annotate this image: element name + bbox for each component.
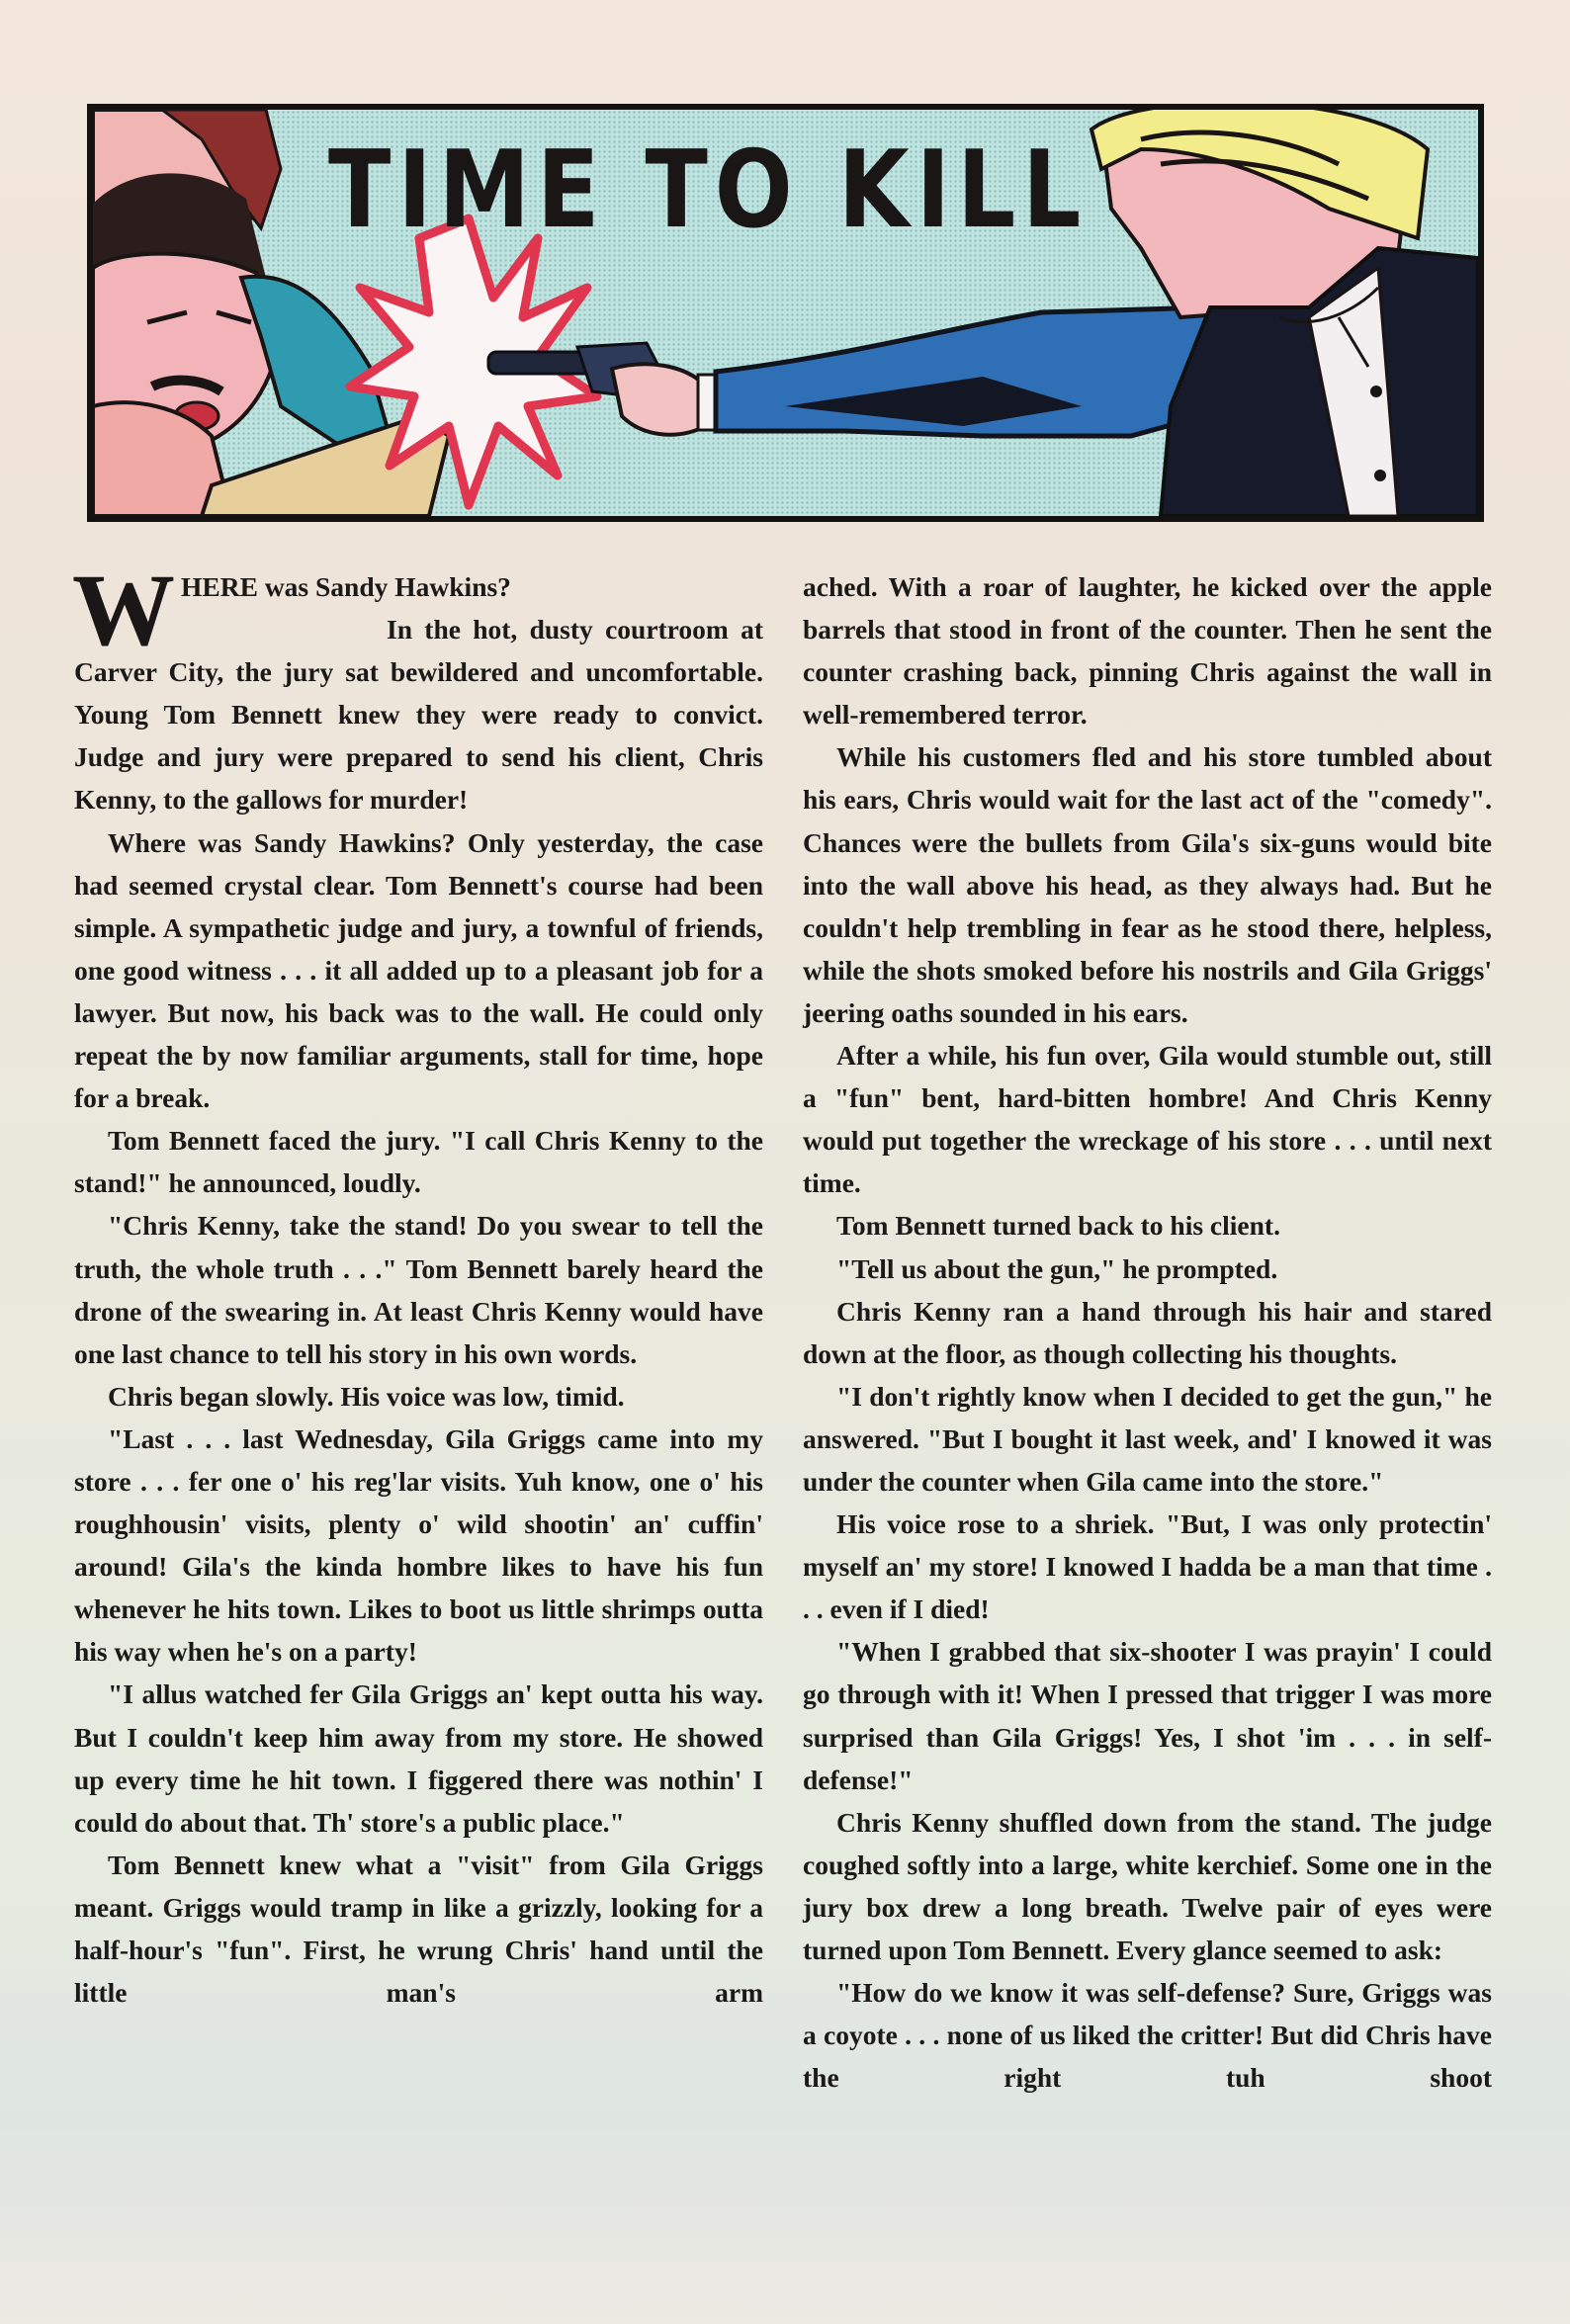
paragraph: Tom Bennett faced the jury. "I call Chris Kenny to the stand!" he announced, loudly.	[74, 1125, 763, 1199]
paragraph: While his customers fled and his store tumbled about his ears, Chris would wait for the last act of the "comedy". Chances were the bullets from Gila's six-guns would bite into the wall above his head, as they always had. But he couldn't help trembling in fear as he stood there, helpless, while the shots smoked before his nostrils and Gila Griggs' jeering oaths sounded in his ears.	[803, 741, 1492, 1028]
paragraph: Tom Bennett knew what a "visit" from Gila Griggs meant. Griggs would tramp in like a grizzly, looking for a half-hour's "fun". First, he wrung Chris' hand until the little man's arm	[74, 1849, 763, 2009]
text-column-left	[72, 554, 763, 2014]
opening-paragraph	[72, 554, 763, 667]
lead-caps: HERE	[181, 571, 258, 602]
paragraph: His voice rose to a shriek. "But, I was only protectin' myself an' my store! I knowed I hadda be a man that time . . . even if I died!	[803, 1508, 1492, 1625]
paragraph: "Chris Kenny, take the stand! Do you swear to tell the truth, the whole truth . . ." Tom Bennett barely heard the drone of the swearing in. At least Chris Kenny would have one last chance to tell his story in his own words.	[74, 1210, 763, 1369]
paragraph: "How do we know it was self-defense? Sure, Griggs was a coyote . . . none of us liked the critter! But did Chris have the right tuh shoot	[803, 1977, 1492, 2094]
paragraph: "When I grabbed that six-shooter I was prayin' I could go through with it! When I pressed that trigger I was more surprised than Gila Griggs! Yes, I shot 'im . . . in self-defense!"	[803, 1636, 1492, 1795]
paragraph: Where was Sandy Hawkins? Only yesterday, the case had seemed crystal clear. Tom Bennett's course had been simple. A sympathetic judge and jury, a townful of friends, one good witness . . . it all added up to a pleasant job for a lawyer. But now, his back was to the wall. He could only repeat the by now familiar arguments, stall for time, hope for a break.	[74, 826, 763, 1114]
paragraph: "I allus watched fer Gila Griggs an' kept outta his way. But I couldn't keep him away from my store. He showed up every time he hit town. I figgered there was nothin' I could do about that. Th' store's a public place."	[74, 1678, 763, 1838]
paragraph: Chris began slowly. His voice was low, timid.	[108, 1380, 625, 1412]
lead-text: was Sandy Hawkins?	[257, 571, 511, 602]
paragraph: "Last . . . last Wednesday, Gila Griggs came into my store . . . fer one o' his reg'lar visits. Yuh know, one o' his roughhousin' visits, plenty o' wild shootin' an' cuffin' around! Gila's the kinda hombre likes to have his fun whenever he hits town. Likes to boot us little shrimps outta his way when he's on a party!	[74, 1422, 763, 1668]
paragraph: Chris Kenny ran a hand through his hair and stared down at the floor, as though collecting his thoughts.	[803, 1295, 1492, 1369]
paragraph: Chris Kenny shuffled down from the stand. The judge coughed softly into a large, white kerchief. Some one in the jury box drew a long breath. Twelve pair of eyes were turned upon Tom Bennett. Every glance seemed to ask:	[803, 1806, 1492, 1965]
paragraph: "Tell us about the gun," he prompted.	[836, 1252, 1278, 1284]
paragraph: After a while, his fun over, Gila would stumble out, still a "fun" bent, hard-bitten hombre! And Chris Kenny would put together the wreckage of his store . . . until next time.	[803, 1040, 1492, 1199]
paragraph-continued: ached. With a roar of laughter, he kicked over the apple barrels that stood in front of the counter. Then he sent the counter crashing back, pinning Chris against the wall in well-remembered terror.	[803, 571, 1492, 731]
paragraph: "I don't rightly know when I decided to get the gun," he answered. "But I bought it last week, and' I knowed it was under the counter when Gila came into the store."	[803, 1380, 1492, 1497]
story-title: TIME TO KILL	[328, 129, 1089, 252]
drop-cap: W	[72, 554, 175, 667]
paragraph: In the hot, dusty courtroom at Carver City, the jury sat bewildered and uncomfortable. Young Tom Bennett knew they were ready to convict. Judge and jury were prepared to send his client, Chris Kenny, to the gallows for murder!	[74, 614, 763, 816]
title-banner-panel	[87, 104, 1484, 522]
text-column-right	[803, 565, 1492, 2099]
paragraph: Tom Bennett turned back to his client.	[836, 1210, 1280, 1242]
